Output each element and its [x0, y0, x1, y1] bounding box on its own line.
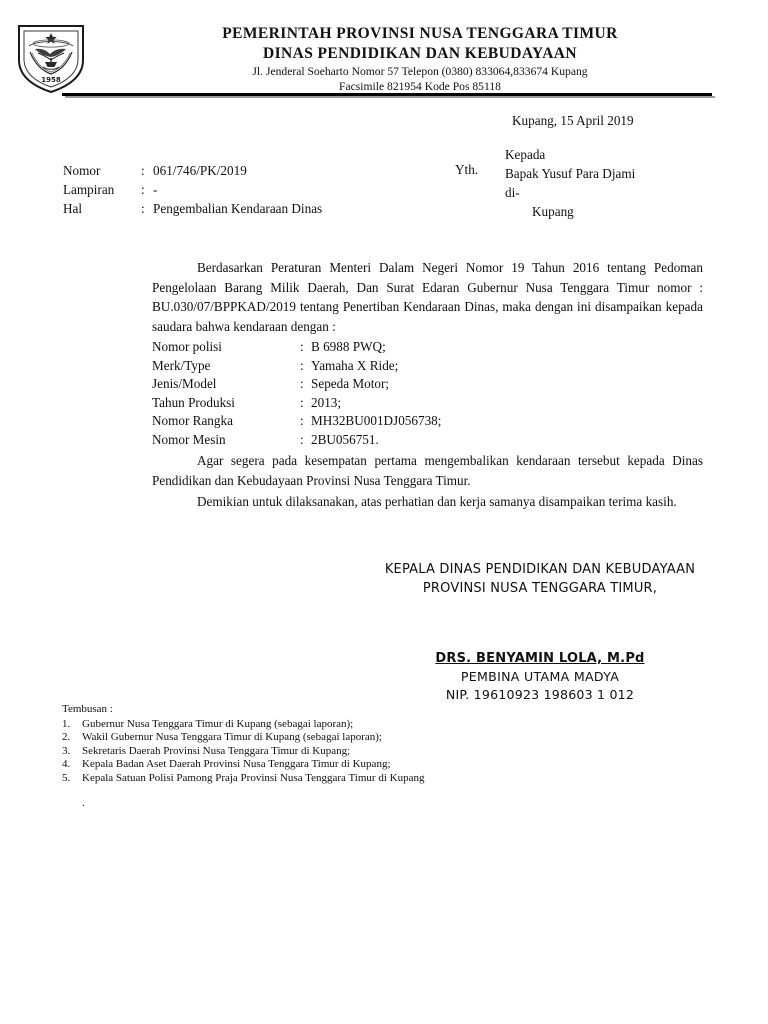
yth-label: Yth. — [455, 162, 479, 177]
body-paragraph-3: Demikian untuk dilaksanakan, atas perhatian dan kerja samanya disampaikan terima kasih. — [197, 494, 677, 509]
reference-label: Lampiran — [63, 182, 115, 197]
vehicle-colon: : — [300, 413, 304, 429]
signature-block — [330, 560, 750, 704]
reference-label: Nomor — [63, 163, 101, 178]
signatory-title-line2: PROVINSI NUSA TENGGARA TIMUR, — [422, 581, 658, 596]
organization-heading — [120, 24, 720, 94]
tembusan-number: 4. — [62, 758, 71, 771]
signature-space — [330, 598, 750, 650]
reference-colon: : — [141, 201, 145, 216]
recipient-line-kepada: Kepada — [505, 147, 546, 162]
vehicle-row — [152, 338, 441, 357]
tembusan-text: Kepala Satuan Polisi Pamong Praja Provinsi Nusa Tenggara Timur di Kupang — [82, 771, 425, 784]
vehicle-label: Merk/Type — [152, 357, 211, 373]
vehicle-colon: : — [300, 376, 304, 392]
vehicle-label: Nomor Mesin — [152, 431, 226, 447]
vehicle-colon: : — [300, 357, 304, 373]
tembusan-number: 1. — [62, 717, 71, 730]
reference-colon: : — [141, 182, 145, 197]
signatory-title-line1: KEPALA DINAS PENDIDIKAN DAN KEBUDAYAAN — [384, 562, 696, 577]
vehicle-row — [152, 431, 441, 450]
vehicle-row — [152, 357, 441, 376]
tembusan-title: Tembusan : — [62, 703, 113, 715]
province-crest-icon — [13, 22, 89, 94]
vehicle-row — [152, 375, 441, 394]
tembusan-trailing-dot: . — [82, 796, 85, 809]
org-name-line1: PEMERINTAH PROVINSI NUSA TENGGARA TIMUR — [222, 25, 618, 42]
vehicle-value: MH32BU001DJ056738; — [311, 413, 442, 429]
signatory-nip: NIP. 19610923 198603 1 012 — [445, 687, 635, 702]
vehicle-colon: : — [300, 394, 304, 410]
vehicle-label: Jenis/Model — [152, 376, 217, 392]
tembusan-text: Gubernur Nusa Tenggara Timur di Kupang (sebagai laporan); — [82, 717, 354, 730]
tembusan-block — [62, 703, 424, 810]
signatory-name: DRS. BENYAMIN LOLA, M.Pd — [435, 651, 645, 666]
tembusan-item — [62, 772, 424, 786]
tembusan-item — [62, 745, 424, 759]
header-divider-shadow — [65, 96, 715, 98]
recipient-block — [505, 145, 635, 221]
vehicle-value: B 6988 PWQ; — [311, 339, 386, 354]
reference-value: Pengembalian Kendaraan Dinas — [153, 201, 323, 216]
signatory-rank: PEMBINA UTAMA MADYA — [460, 669, 620, 684]
tembusan-item — [62, 731, 424, 745]
tembusan-number: 3. — [62, 744, 71, 757]
vehicle-row — [152, 394, 441, 413]
letterhead — [0, 0, 768, 100]
date-line: Kupang, 15 April 2019 — [512, 113, 634, 128]
reference-label: Hal — [63, 201, 83, 216]
tembusan-number: 2. — [62, 731, 71, 744]
recipient-name: Bapak Yusuf Para Djami — [505, 166, 636, 181]
reference-row — [63, 199, 322, 218]
org-name-line2: DINAS PENDIDIKAN DAN KEBUDAYAAN — [263, 45, 577, 62]
tembusan-item — [62, 718, 424, 732]
reference-row — [63, 180, 322, 199]
reference-value: - — [153, 182, 158, 197]
vehicle-label: Nomor Rangka — [152, 413, 233, 429]
tembusan-text: Kepala Badan Aset Daerah Provinsi Nusa Tenggara Timur di Kupang; — [82, 758, 391, 771]
vehicle-label: Tahun Produksi — [152, 394, 235, 410]
vehicle-value: Sepeda Motor; — [311, 376, 390, 392]
org-address-line1: Jl. Jenderal Soeharto Nomor 57 Telepon (0380) 833064,833674 Kupang — [252, 65, 588, 78]
tembusan-item — [62, 758, 424, 772]
body-paragraph-2: Agar segera pada kesempatan pertama mengembalikan kendaraan tersebut kepada Dinas Pendidikan dan Kebudayaan Provinsi Nusa Tenggara Timur. — [152, 453, 703, 488]
reference-row — [63, 161, 322, 180]
vehicle-row — [152, 412, 441, 431]
vehicle-value: Yamaha X Ride; — [311, 357, 399, 373]
reference-block — [63, 161, 322, 218]
vehicle-details-list — [152, 338, 441, 450]
org-address-line2: Facsimile 821954 Kode Pos 85118 — [339, 80, 501, 93]
recipient-line-di: di- — [505, 185, 520, 200]
crest-year: 1958 — [41, 76, 61, 84]
vehicle-colon: : — [300, 431, 304, 447]
recipient-city: Kupang — [532, 204, 574, 219]
tembusan-number: 5. — [62, 771, 71, 784]
reference-colon: : — [141, 163, 145, 178]
tembusan-text: Wakil Gubernur Nusa Tenggara Timur di Kupang (sebagai laporan); — [82, 731, 382, 744]
reference-value: 061/746/PK/2019 — [153, 163, 247, 178]
vehicle-value: 2BU056751. — [311, 431, 379, 447]
body-paragraph-1: Berdasarkan Peraturan Menteri Dalam Negeri Nomor 19 Tahun 2016 tentang Pedoman Pengelolaan Barang Milik Daerah, Dan Surat Edaran Gubernur Nusa Tenggara Timur nomor : BU.030/07/BPPKAD/2019 tentang Penertiban Kendaraan Dinas, maka dengan ini disampaikan kepada saudara bahwa kendaraan dengan : — [152, 260, 703, 334]
vehicle-value: 2013; — [311, 394, 342, 410]
vehicle-colon: : — [300, 339, 304, 354]
vehicle-label: Nomor polisi — [152, 339, 222, 354]
tembusan-text: Sekretaris Daerah Provinsi Nusa Tenggara Timur di Kupang; — [82, 744, 351, 757]
